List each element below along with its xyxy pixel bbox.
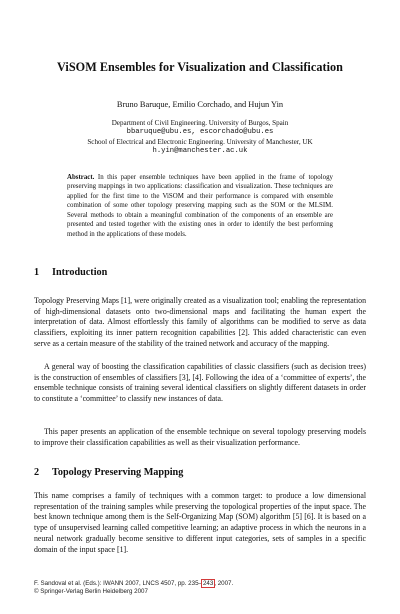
intro-paragraph-1: Topology Preserving Maps [1], were originally created as a visualization tool; enabling the representation of high-dimensional datasets onto two-dimensional maps and facilitating the human expert the interpretation of data. Almost effortlessly this family of algorithms can be modified to serve as data classifiers, exploiting its inner pattern recognition capabilities [2]. This added characteristic can even serve as a certain measure of the stability of the trained network and accuracy of the mapping. [34,296,366,348]
intro-paragraph-2: A general way of boosting the classification capabilities of classic classifiers (such as decision trees) is the construction of ensembles of classifiers [3], [4]. Following the idea of a ‘committee of experts’, the ensemble technique consists of training several identical classifiers on slightly different datasets in order to constitute a ‘committee’ to classify new instances of data. [34,362,366,404]
section-number: 1 [34,267,40,278]
citation-suffix: , 2007. [214,580,234,587]
section-heading-2 [34,467,183,478]
affiliation-1: Department of Civil Engineering. University of Burgos, Spain [111,119,289,127]
abstract [67,173,333,239]
section-number: 2 [34,467,40,478]
section-title: Topology Preserving Mapping [52,467,184,478]
section2-paragraph-1: This name comprises a family of techniques with a common target: to produce a low dimensional representation of the training samples while preserving the topological properties of the input space. The best known technique among them is the Self-Organizing Map (SOM) algorithm [5] [6]. It is based on a type of unsupervised learning called competitive learning; an adaptive process in which the neurons in a neural network gradually become sensitive to different input categories, sets of samples in a specific domain of the input space [1]. [34,491,366,554]
paper-title: ViSOM Ensembles for Visualization and Classification [57,60,343,74]
email-2: h.yin@manchester.ac.uk [152,147,248,156]
section-title: Introduction [52,267,108,278]
abstract-text: In this paper ensemble techniques have been applied in the frame of topology preserving mappings in two applications: classification and visualization. These techniques are applied for the first time to the ViSOM and their performance is compared with ensemble combination of some other topology preserving mapping such as the SOM or the MLSIM. Several methods to obtain a meaningful combination of the components of an ensemble are presented and tested together with the existing ones in order to identify the best performing method in the applications of these models. [67,174,333,238]
email-1: bbaruque@ubu.es, escorchado@ubu.es [126,128,274,137]
intro-paragraph-3: This paper presents an application of the ensemble technique on several topology preserving models to improve their classification capabilities as well as their visualization performance. [34,427,366,447]
copyright-line: © Springer-Verlag Berlin Heidelberg 2007 [34,588,148,596]
affiliation-2: School of Electrical and Electronic Engineering. University of Manchester, UK [87,137,313,146]
abstract-label: Abstract. [67,174,95,181]
section-heading-1 [34,267,107,278]
page-range-end-link[interactable]: 243 [202,580,214,587]
page-footer [34,580,233,596]
author-list: Bruno Baruque, Emilio Corchado, and Hujun Yin [116,100,284,109]
citation-prefix: F. Sandoval et al. (Eds.): IWANN 2007, LNCS 4507, pp. 235– [34,580,202,587]
citation-line [34,580,233,588]
affiliations [0,119,400,157]
